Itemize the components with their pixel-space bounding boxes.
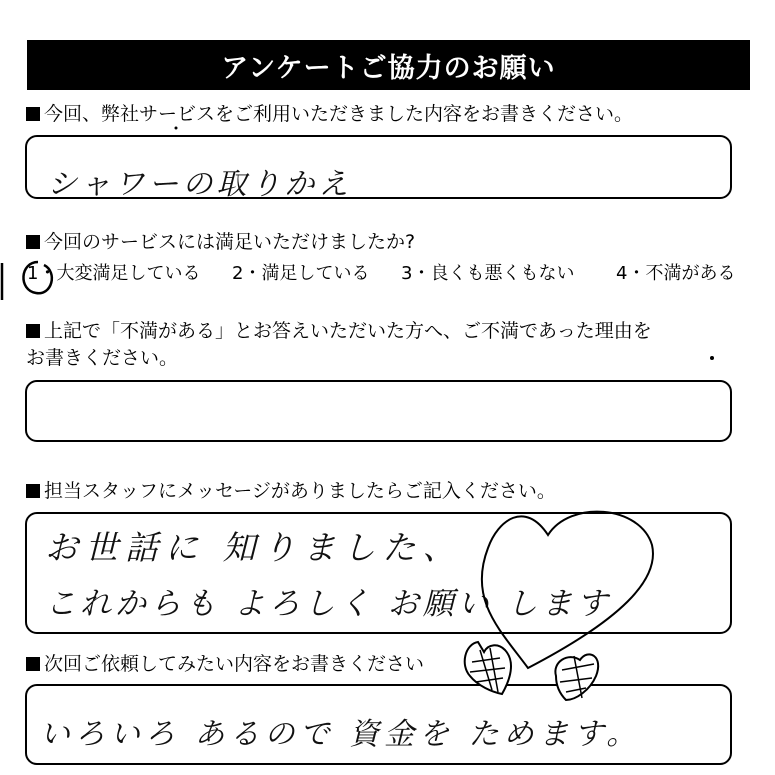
question-2-label <box>26 229 415 256</box>
answer-4-handwriting-line1: お世話に 知りました、 <box>45 528 463 567</box>
question-3-text-line1: 上記で「不満がある」とお答えいただいた方へ、ご不満であった理由を <box>44 320 652 342</box>
bullet-square-icon <box>26 107 40 121</box>
bullet-square-icon <box>26 657 40 671</box>
question-5-text: 次回ご依頼してみたい内容をお書きください <box>44 653 425 675</box>
question-5-label <box>26 651 424 678</box>
question-3-label-line2: お書きください。 <box>26 347 179 369</box>
answer-1-handwriting: シャワーの取りかえ <box>47 167 353 202</box>
bullet-square-icon <box>26 235 40 249</box>
option-satisfied[interactable]: 2・満足している <box>232 263 370 284</box>
answer-4-handwriting-line2: これからも よろしく お願い します <box>45 586 612 622</box>
option-dissatisfied[interactable]: 4・不満がある <box>616 263 736 284</box>
speck-mark <box>710 356 714 360</box>
bullet-square-icon <box>26 324 40 338</box>
option-neutral[interactable]: 3・良くも悪くもない <box>401 263 575 284</box>
question-3-label <box>26 318 652 345</box>
answer-5-handwriting: いろいろ あるので 資金を ためます。 <box>40 717 642 752</box>
option-very-satisfied[interactable]: 1・大変満足している <box>27 263 201 284</box>
question-1-text: 今回、弊社サービスをご利用いただきました内容をお書きください。 <box>44 103 634 125</box>
question-4-label <box>26 478 556 505</box>
question-4-text: 担当スタッフにメッセージがありましたらご記入ください。 <box>44 480 556 502</box>
question-2-text: 今回のサービスには満足いただけましたか? <box>44 231 416 253</box>
answer-box-3[interactable] <box>25 380 732 442</box>
survey-title: アンケートご協力のお願い <box>27 40 750 90</box>
bullet-square-icon <box>26 484 40 498</box>
question-1-label <box>26 101 633 128</box>
